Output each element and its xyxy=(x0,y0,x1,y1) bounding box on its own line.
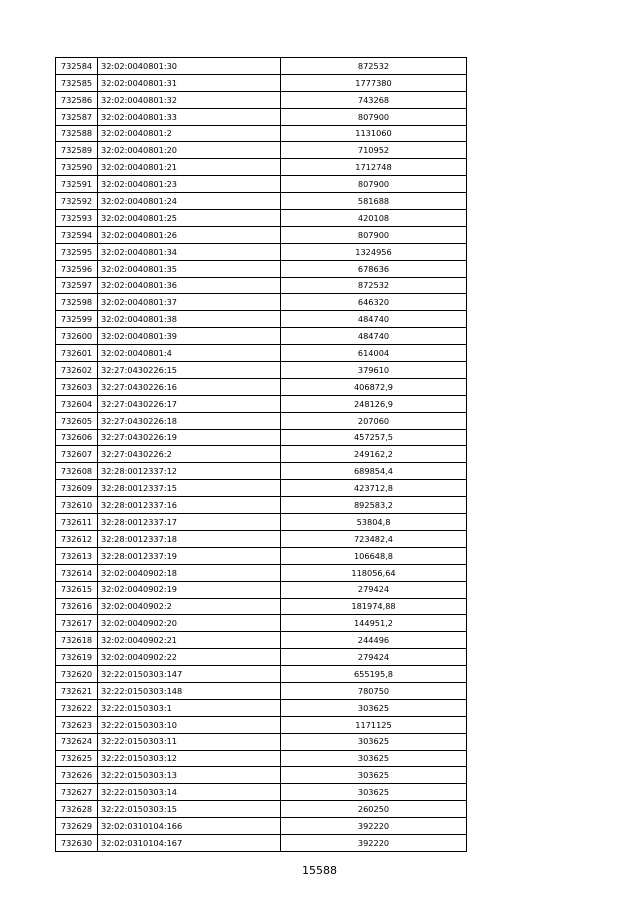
cadastral-value-cell: 248126,9 xyxy=(281,395,467,412)
table-row xyxy=(56,784,467,801)
cadastral-number-cell: 32:02:0040801:23 xyxy=(98,176,281,193)
cadastral-value-cell: 723482,4 xyxy=(281,530,467,547)
cadastral-value-cell: 678636 xyxy=(281,260,467,277)
record-number-cell: 732591 xyxy=(56,176,98,193)
record-number-cell: 732598 xyxy=(56,294,98,311)
record-number-cell: 732621 xyxy=(56,682,98,699)
table-row xyxy=(56,750,467,767)
cadastral-number-cell: 32:02:0040902:21 xyxy=(98,632,281,649)
record-number-cell: 732611 xyxy=(56,514,98,531)
cadastral-value-cell: 423712,8 xyxy=(281,480,467,497)
cadastral-number-cell: 32:22:0150303:10 xyxy=(98,716,281,733)
record-number-cell: 732607 xyxy=(56,446,98,463)
cadastral-value-cell: 279424 xyxy=(281,649,467,666)
record-number-cell: 732588 xyxy=(56,125,98,142)
cadastral-value-cell: 614004 xyxy=(281,345,467,362)
record-number-cell: 732596 xyxy=(56,260,98,277)
cadastral-number-cell: 32:27:0430226:19 xyxy=(98,429,281,446)
table-row xyxy=(56,514,467,531)
table-row xyxy=(56,598,467,615)
cadastral-number-cell: 32:02:0040801:38 xyxy=(98,311,281,328)
record-number-cell: 732586 xyxy=(56,91,98,108)
cadastral-value-cell: 646320 xyxy=(281,294,467,311)
record-number-cell: 732602 xyxy=(56,362,98,379)
cadastral-value-cell: 872532 xyxy=(281,58,467,75)
cadastral-number-cell: 32:02:0040801:20 xyxy=(98,142,281,159)
cadastral-value-cell: 807900 xyxy=(281,226,467,243)
cadastral-number-cell: 32:27:0430226:15 xyxy=(98,362,281,379)
table-row xyxy=(56,142,467,159)
cadastral-number-cell: 32:27:0430226:17 xyxy=(98,395,281,412)
cadastral-number-cell: 32:02:0040801:21 xyxy=(98,159,281,176)
table-row xyxy=(56,699,467,716)
cadastral-value-cell: 53804,8 xyxy=(281,514,467,531)
table-row xyxy=(56,243,467,260)
cadastral-value-cell: 392220 xyxy=(281,818,467,835)
table-row xyxy=(56,345,467,362)
record-number-cell: 732600 xyxy=(56,328,98,345)
cadastral-number-cell: 32:28:0012337:17 xyxy=(98,514,281,531)
record-number-cell: 732628 xyxy=(56,801,98,818)
table-row xyxy=(56,429,467,446)
cadastral-number-cell: 32:22:0150303:12 xyxy=(98,750,281,767)
table-row xyxy=(56,260,467,277)
cadastral-value-cell: 457257,5 xyxy=(281,429,467,446)
record-number-cell: 732619 xyxy=(56,649,98,666)
table-row xyxy=(56,716,467,733)
cadastral-value-cell: 118056,64 xyxy=(281,564,467,581)
cadastral-value-cell: 181974,88 xyxy=(281,598,467,615)
table-row xyxy=(56,125,467,142)
table-row xyxy=(56,159,467,176)
table-row xyxy=(56,210,467,227)
cadastral-number-cell: 32:02:0040801:32 xyxy=(98,91,281,108)
cadastral-value-cell: 1324956 xyxy=(281,243,467,260)
table-row xyxy=(56,564,467,581)
table-row xyxy=(56,801,467,818)
table-row xyxy=(56,463,467,480)
cadastral-value-cell: 780750 xyxy=(281,682,467,699)
cadastral-number-cell: 32:28:0012337:18 xyxy=(98,530,281,547)
cadastral-number-cell: 32:22:0150303:148 xyxy=(98,682,281,699)
record-number-cell: 732610 xyxy=(56,497,98,514)
cadastral-value-cell: 279424 xyxy=(281,581,467,598)
cadastral-number-cell: 32:02:0040801:26 xyxy=(98,226,281,243)
cadastral-number-cell: 32:02:0040801:2 xyxy=(98,125,281,142)
cadastral-number-cell: 32:02:0040801:4 xyxy=(98,345,281,362)
cadastral-number-cell: 32:02:0040801:35 xyxy=(98,260,281,277)
record-number-cell: 732605 xyxy=(56,412,98,429)
cadastral-number-cell: 32:22:0150303:147 xyxy=(98,666,281,683)
record-number-cell: 732622 xyxy=(56,699,98,716)
cadastral-number-cell: 32:02:0310104:166 xyxy=(98,818,281,835)
cadastral-value-table xyxy=(55,57,467,852)
record-number-cell: 732590 xyxy=(56,159,98,176)
cadastral-number-cell: 32:27:0430226:16 xyxy=(98,378,281,395)
table-row xyxy=(56,446,467,463)
cadastral-number-cell: 32:22:0150303:15 xyxy=(98,801,281,818)
cadastral-number-cell: 32:02:0310104:167 xyxy=(98,834,281,851)
cadastral-number-cell: 32:27:0430226:18 xyxy=(98,412,281,429)
table-row xyxy=(56,682,467,699)
table-row xyxy=(56,666,467,683)
record-number-cell: 732593 xyxy=(56,210,98,227)
cadastral-value-cell: 743268 xyxy=(281,91,467,108)
cadastral-value-cell: 420108 xyxy=(281,210,467,227)
record-number-cell: 732615 xyxy=(56,581,98,598)
table-row xyxy=(56,412,467,429)
cadastral-number-cell: 32:02:0040801:34 xyxy=(98,243,281,260)
cadastral-number-cell: 32:02:0040801:31 xyxy=(98,74,281,91)
cadastral-number-cell: 32:02:0040801:39 xyxy=(98,328,281,345)
record-number-cell: 732608 xyxy=(56,463,98,480)
table-row xyxy=(56,395,467,412)
table-row xyxy=(56,547,467,564)
table-row xyxy=(56,74,467,91)
cadastral-value-cell: 484740 xyxy=(281,328,467,345)
table-row xyxy=(56,530,467,547)
record-number-cell: 732617 xyxy=(56,615,98,632)
cadastral-number-cell: 32:02:0040801:36 xyxy=(98,277,281,294)
record-number-cell: 732609 xyxy=(56,480,98,497)
cadastral-value-cell: 689854,4 xyxy=(281,463,467,480)
cadastral-number-cell: 32:28:0012337:12 xyxy=(98,463,281,480)
cadastral-value-cell: 892583,2 xyxy=(281,497,467,514)
record-number-cell: 732612 xyxy=(56,530,98,547)
cadastral-value-cell: 207060 xyxy=(281,412,467,429)
cadastral-number-cell: 32:02:0040801:25 xyxy=(98,210,281,227)
record-number-cell: 732597 xyxy=(56,277,98,294)
record-number-cell: 732629 xyxy=(56,818,98,835)
record-number-cell: 732623 xyxy=(56,716,98,733)
record-number-cell: 732595 xyxy=(56,243,98,260)
record-number-cell: 732584 xyxy=(56,58,98,75)
record-number-cell: 732614 xyxy=(56,564,98,581)
cadastral-value-cell: 106648,8 xyxy=(281,547,467,564)
record-number-cell: 732587 xyxy=(56,108,98,125)
cadastral-number-cell: 32:02:0040902:20 xyxy=(98,615,281,632)
table-row xyxy=(56,176,467,193)
table-row xyxy=(56,277,467,294)
record-number-cell: 732606 xyxy=(56,429,98,446)
table-row xyxy=(56,834,467,851)
cadastral-number-cell: 32:22:0150303:14 xyxy=(98,784,281,801)
record-number-cell: 732620 xyxy=(56,666,98,683)
cadastral-value-cell: 303625 xyxy=(281,750,467,767)
table-body xyxy=(56,58,467,852)
cadastral-value-cell: 144951,2 xyxy=(281,615,467,632)
record-number-cell: 732627 xyxy=(56,784,98,801)
table-row xyxy=(56,362,467,379)
table-row xyxy=(56,91,467,108)
table-row xyxy=(56,294,467,311)
cadastral-value-cell: 303625 xyxy=(281,784,467,801)
cadastral-value-cell: 1712748 xyxy=(281,159,467,176)
table-row xyxy=(56,226,467,243)
cadastral-number-cell: 32:02:0040801:33 xyxy=(98,108,281,125)
record-number-cell: 732630 xyxy=(56,834,98,851)
table-row xyxy=(56,581,467,598)
record-number-cell: 732613 xyxy=(56,547,98,564)
table-row xyxy=(56,108,467,125)
record-number-cell: 732592 xyxy=(56,193,98,210)
record-number-cell: 732585 xyxy=(56,74,98,91)
table-row xyxy=(56,818,467,835)
cadastral-value-cell: 244496 xyxy=(281,632,467,649)
table-row xyxy=(56,632,467,649)
cadastral-number-cell: 32:02:0040801:30 xyxy=(98,58,281,75)
cadastral-value-cell: 1131060 xyxy=(281,125,467,142)
cadastral-number-cell: 32:27:0430226:2 xyxy=(98,446,281,463)
record-number-cell: 732604 xyxy=(56,395,98,412)
cadastral-value-cell: 392220 xyxy=(281,834,467,851)
cadastral-number-cell: 32:02:0040902:22 xyxy=(98,649,281,666)
table-row xyxy=(56,328,467,345)
cadastral-value-cell: 1171125 xyxy=(281,716,467,733)
cadastral-value-cell: 807900 xyxy=(281,108,467,125)
cadastral-value-cell: 249162,2 xyxy=(281,446,467,463)
table-row xyxy=(56,733,467,750)
table-row xyxy=(56,58,467,75)
table-row xyxy=(56,193,467,210)
record-number-cell: 732626 xyxy=(56,767,98,784)
table-row xyxy=(56,767,467,784)
cadastral-number-cell: 32:28:0012337:16 xyxy=(98,497,281,514)
record-number-cell: 732599 xyxy=(56,311,98,328)
table-row xyxy=(56,311,467,328)
cadastral-number-cell: 32:02:0040801:24 xyxy=(98,193,281,210)
table-row xyxy=(56,615,467,632)
cadastral-number-cell: 32:22:0150303:1 xyxy=(98,699,281,716)
cadastral-value-cell: 872532 xyxy=(281,277,467,294)
record-number-cell: 732601 xyxy=(56,345,98,362)
cadastral-value-cell: 484740 xyxy=(281,311,467,328)
cadastral-value-cell: 807900 xyxy=(281,176,467,193)
cadastral-value-cell: 303625 xyxy=(281,733,467,750)
cadastral-number-cell: 32:22:0150303:11 xyxy=(98,733,281,750)
cadastral-number-cell: 32:02:0040801:37 xyxy=(98,294,281,311)
table-row xyxy=(56,649,467,666)
record-number-cell: 732594 xyxy=(56,226,98,243)
table-row xyxy=(56,480,467,497)
cadastral-value-cell: 303625 xyxy=(281,767,467,784)
record-number-cell: 732625 xyxy=(56,750,98,767)
cadastral-value-cell: 710952 xyxy=(281,142,467,159)
cadastral-value-cell: 406872,9 xyxy=(281,378,467,395)
table-row xyxy=(56,378,467,395)
cadastral-value-cell: 581688 xyxy=(281,193,467,210)
cadastral-number-cell: 32:22:0150303:13 xyxy=(98,767,281,784)
record-number-cell: 732616 xyxy=(56,598,98,615)
table-row xyxy=(56,497,467,514)
cadastral-number-cell: 32:28:0012337:15 xyxy=(98,480,281,497)
record-number-cell: 732589 xyxy=(56,142,98,159)
record-number-cell: 732624 xyxy=(56,733,98,750)
cadastral-value-cell: 1777380 xyxy=(281,74,467,91)
record-number-cell: 732618 xyxy=(56,632,98,649)
cadastral-value-cell: 379610 xyxy=(281,362,467,379)
cadastral-number-cell: 32:02:0040902:18 xyxy=(98,564,281,581)
cadastral-value-cell: 655195,8 xyxy=(281,666,467,683)
record-number-cell: 732603 xyxy=(56,378,98,395)
cadastral-number-cell: 32:28:0012337:19 xyxy=(98,547,281,564)
page-number: 15588 xyxy=(302,864,337,877)
cadastral-number-cell: 32:02:0040902:2 xyxy=(98,598,281,615)
cadastral-value-cell: 303625 xyxy=(281,699,467,716)
cadastral-number-cell: 32:02:0040902:19 xyxy=(98,581,281,598)
cadastral-value-cell: 260250 xyxy=(281,801,467,818)
